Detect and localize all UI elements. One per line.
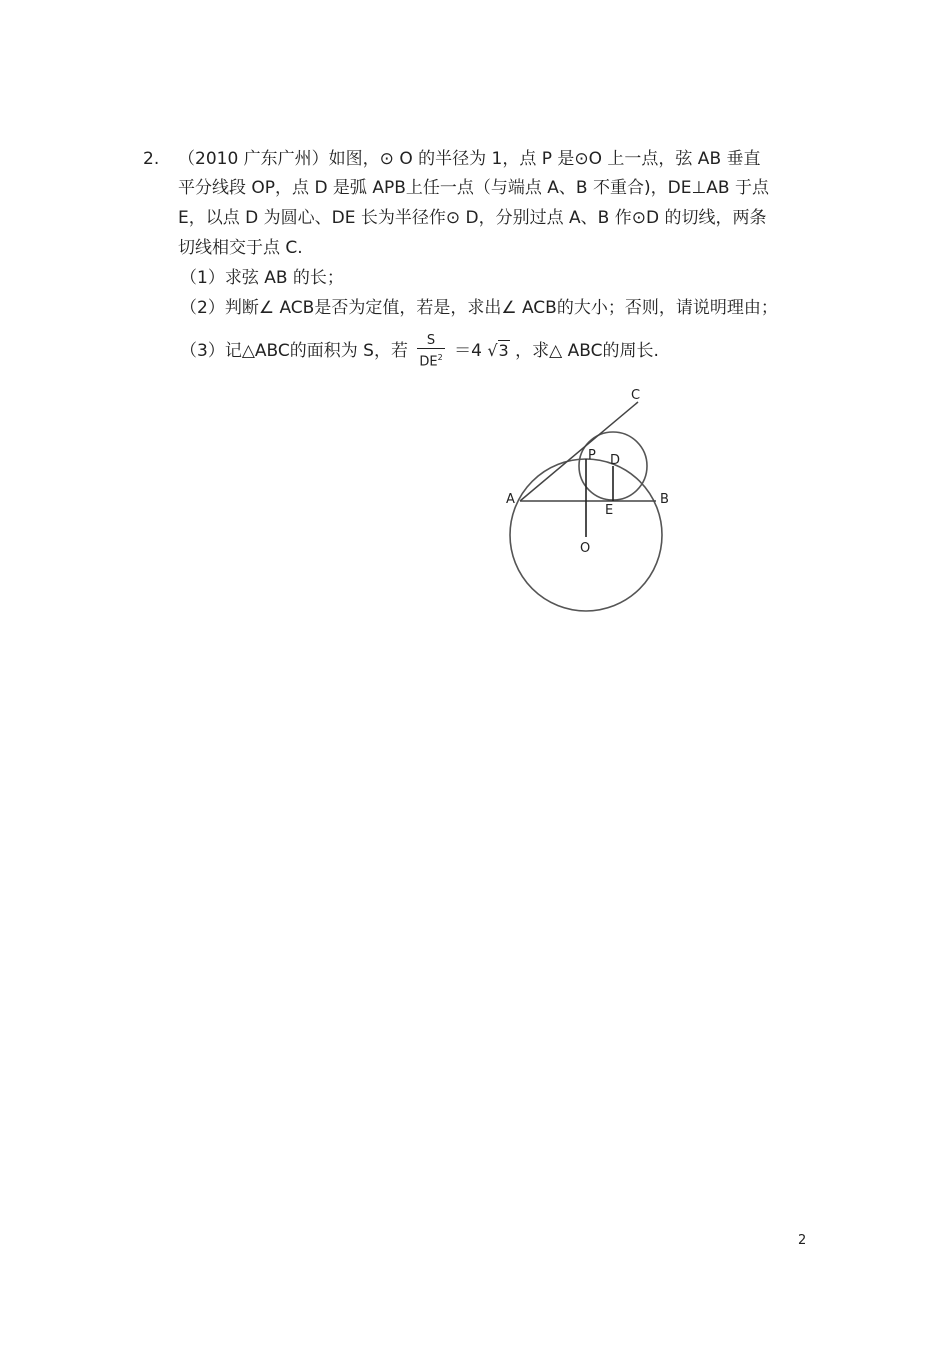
label-a: A [506, 492, 515, 507]
label-p: P [588, 448, 596, 463]
fraction-s-over-de2 [417, 333, 444, 369]
label-d: D [610, 453, 621, 468]
fraction-denominator-base: DE [419, 354, 438, 370]
geometry-figure [490, 380, 690, 620]
problem-line-1: （2010 广东广州）如图，⊙ O 的半径为 1，点 P 是⊙O 上一点，弦 AB 垂直 [178, 149, 761, 169]
problem-number: 2. [143, 149, 160, 169]
page-number: 2 [798, 1233, 807, 1248]
fraction-exponent: 2 [437, 353, 443, 362]
question-3 [180, 333, 659, 369]
problem-line-2: 平分线段 OP，点 D 是弧 APB上任一点（与端点 A、B 不重合)，DE⊥AB 于点 [178, 178, 769, 198]
sqrt-three: √3 [487, 341, 509, 361]
label-o: O [580, 541, 591, 556]
fraction-denominator [417, 348, 444, 369]
geometry-diagram [490, 380, 690, 620]
tangent-ac [520, 402, 638, 501]
problem-line-4: 切线相交于点 C. [178, 238, 303, 258]
question-3-text: （3）记△ABC的面积为 S，若 [180, 341, 408, 362]
fraction-numerator: S [426, 333, 436, 348]
question-2: （2）判断∠ ACB是否为定值，若是，求出∠ ACB的大小；否则，请说明理由； [180, 298, 778, 318]
problem-line-3: E，以点 D 为圆心、DE 长为半径作⊙ D，分别过点 A、B 作⊙D 的切线，两条 [178, 208, 767, 228]
label-e: E [605, 503, 614, 518]
equals-four: ＝4 [454, 341, 482, 362]
question-3-end: ，求△ ABC的周长. [515, 341, 659, 362]
question-1: （1）求弦 AB 的长； [180, 268, 344, 288]
sqrt-radicand: 3 [498, 341, 509, 361]
label-b: B [660, 492, 669, 507]
label-c: C [631, 388, 641, 403]
